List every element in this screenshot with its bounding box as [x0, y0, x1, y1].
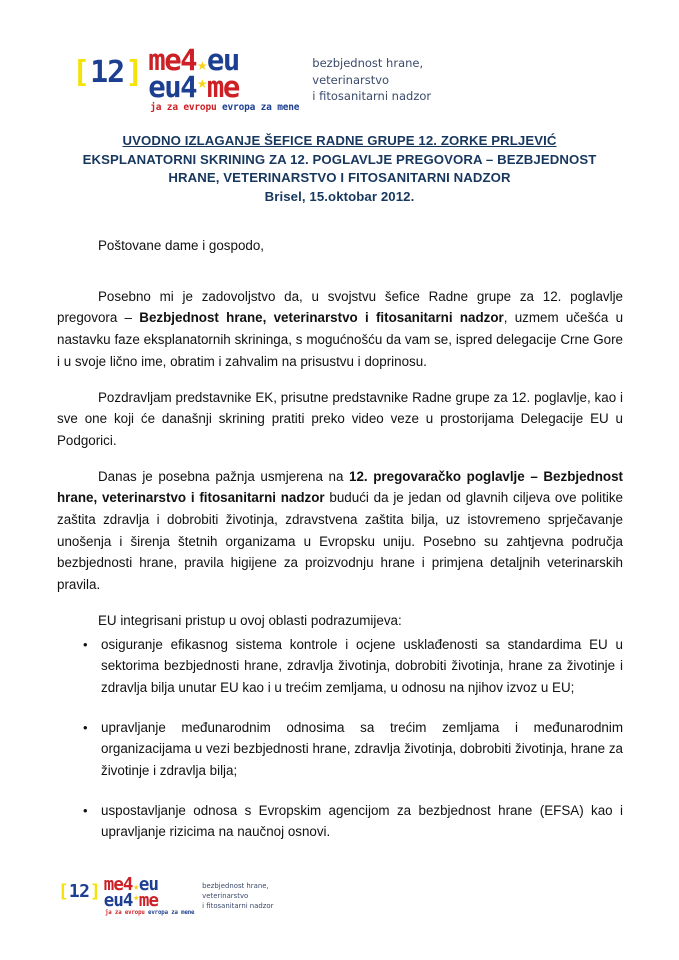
paragraph-1	[57, 286, 623, 373]
logo-text-eu: eu	[206, 43, 239, 77]
logo-text-eu4: eu4	[148, 69, 197, 104]
footer-logo	[58, 873, 274, 916]
logo-subtitle-line-1: bezbjednost hrane,	[312, 56, 424, 70]
logo-chapter-number: 12	[90, 55, 125, 90]
paragraph-4-list-intro: EU integrisani pristup u ovoj oblasti podrazumijeva:	[98, 612, 402, 628]
footer-logo-wordmark-line-2	[103, 889, 195, 911]
logo-subtitle	[312, 55, 431, 105]
paragraph-3-part-2: budući da je jedan od glavnih ciljeva ove politike zaštita zdravlja i dobrobiti životinja, zdravstvena zaštita bilja, uz istovremeno sprječavanje unošenja i širenja štetnih organizama u Evropsku uniju. Posebno su zahtjevna područja bezbjednosti hrane, pravila higijene za proizvodnju hrane i primjena detaljnih veterinarskih pravila.	[57, 490, 623, 593]
logo-star-icon-2: ★	[197, 72, 206, 93]
footer-logo-text-eu: eu	[138, 873, 159, 894]
paragraph-3-bold: 12. pregovaračko poglavlje – Bezbjednost hrane, veterinarstvo i fitosanitarni nadzor	[57, 468, 623, 506]
logo-text-me4: me4	[148, 43, 197, 77]
footer-logo-text-eu4: eu4	[103, 889, 133, 911]
paragraph-1-bold: Bezbjednost hrane, veterinarstvo i fitosanitarni nadzor	[139, 310, 504, 326]
logo-tagline	[150, 102, 299, 113]
footer-logo-tagline-red: ja za evropu	[104, 909, 145, 916]
footer-logo-star-icon-1: ★	[133, 880, 139, 893]
logo-subtitle-line-3: i fitosanitarni nadzor	[312, 89, 432, 104]
footer-logo-text-me: me	[138, 889, 159, 911]
title-line-1: UVODNO IZLAGANJE ŠEFICE RADNE GRUPE 12. ZORKE PRLJEVIĆ	[122, 133, 557, 148]
footer-logo-tagline	[105, 909, 194, 916]
logo-star-icon-1: ★	[197, 54, 206, 75]
list-item: • upravljanje međunarodnim odnosima sa trećim zemljama i međunarodnim organizacijama u vezi bezbjednosti hrane, zdravlja životinja, dobrobiti životinja, hrane za životinje i zdravlja bilja;	[101, 717, 623, 782]
document-body	[57, 235, 623, 843]
footer-logo-wordmark	[103, 873, 195, 916]
logo-wordmark	[148, 43, 300, 114]
paragraph-3-part-1: Danas je posebna pažnja usmjerena na	[98, 468, 350, 484]
footer-logo-subtitle-line-3: i fitosanitarni nadzor	[202, 901, 274, 910]
logo-tagline-blue: evropa za mene	[222, 102, 300, 114]
salutation: Poštovane dame i gospodo,	[98, 238, 265, 253]
logo-subtitle-line-2: veterinarstvo	[312, 72, 390, 87]
paragraph-1-part-1: Posebno mi je zadovoljstvo da, u svojstvu šefice Radne grupe za 12. poglavlje pregovora –	[57, 288, 623, 326]
integrated-approach-list	[57, 634, 623, 844]
footer-logo-tagline-blue: evropa za mene	[148, 909, 195, 916]
paragraph-3	[57, 466, 623, 596]
logo-chapter-badge	[72, 55, 143, 90]
list-item: • osiguranje efikasnog sistema kontrole i ocjene usklađenosti sa standardima EU u sektorima bezbjednosti hrane, zdravlja životinja, dobrobiti životinja, hrane za životinje i zdravlja bilja unutar EU kao i u trećim zemljama, u odnosu na njihov izvoz u EU;	[101, 634, 623, 699]
footer-logo-chapter-number: 12	[68, 880, 90, 902]
footer-logo-bracket-close-icon: ]	[89, 880, 101, 902]
footer-logo-text-me4: me4	[103, 873, 133, 894]
header-logo	[72, 43, 432, 114]
document-title	[56, 132, 623, 207]
title-line-2: EKSPLANATORNI SKRINING ZA 12. POGLAVLJE PREGOVORA – BEZBJEDNOST	[82, 151, 597, 167]
paragraph-1-part-2: , uzmem učešća u nastavku faze eksplanatornih skrininga, s mogućnošću da vam se, ispred delegacije Crne Gore i u svoje lično ime, obratim i zahvalim na prisustvu i doprinosu.	[57, 310, 624, 369]
title-line-3: HRANE, VETERINARSTVO I FITOSANITARNI NADZOR	[168, 170, 511, 186]
footer-logo-chapter-badge	[58, 880, 101, 902]
footer-logo-subtitle	[202, 881, 273, 911]
logo-text-me: me	[206, 69, 239, 104]
footer-logo-bracket-open-icon: [	[58, 880, 69, 902]
logo-wordmark-line-2	[148, 69, 299, 104]
footer-logo-subtitle-line-2: veterinarstvo	[202, 891, 249, 900]
paragraph-2: Pozdravljam predstavnike EK, prisutne predstavnike Radne grupe za 12. poglavlje, kao i sve one koji će današnji skrining pratiti preko video veze u prostorijama Delegacije EU u Podgorici.	[57, 389, 623, 448]
footer-logo-subtitle-line-1: bezbjednost hrane,	[202, 881, 269, 890]
logo-bracket-open-icon: [	[72, 55, 90, 90]
footer-logo-star-icon-2: ★	[133, 891, 139, 904]
title-line-4-date: Brisel, 15.oktobar 2012.	[264, 189, 415, 205]
logo-bracket-close-icon: ]	[125, 55, 143, 90]
list-item: • uspostavljanje odnosa s Evropskim agencijom za bezbjednost hrane (EFSA) kao i upravljanje rizicima na naučnoj osnovi.	[101, 800, 623, 843]
logo-tagline-red: ja za evropu	[150, 102, 217, 114]
